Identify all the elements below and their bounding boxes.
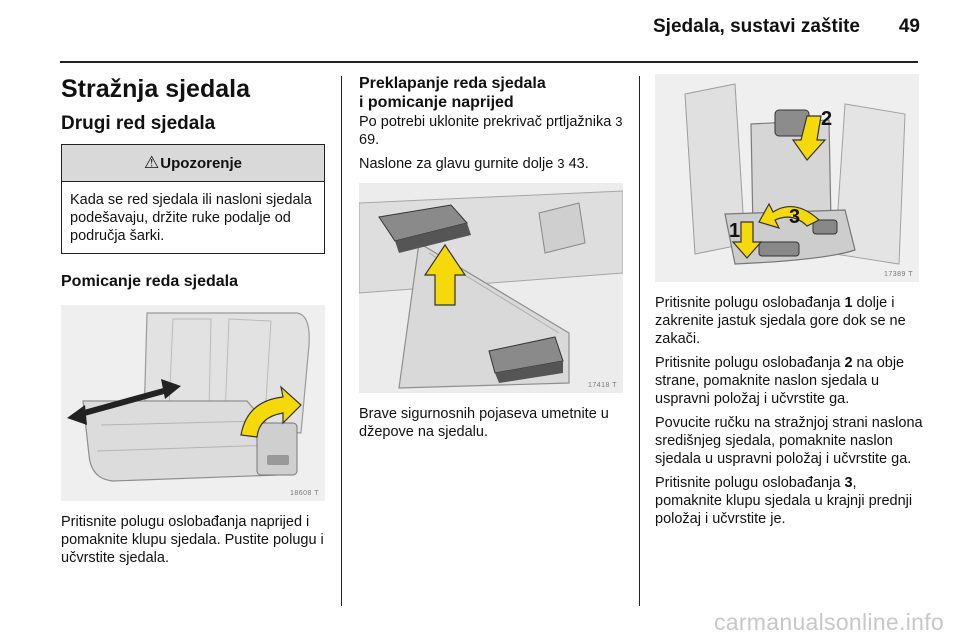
paragraph-lever-3: Pritisnite polugu oslobađanja 3, pomaknite klupu sjedala u krajnji prednji položaj i učvrstite je. (655, 475, 913, 527)
topic-heading-line1: Preklapanje reda sjedala (359, 75, 546, 92)
callout-2: 2 (821, 108, 833, 130)
warning-icon: ⚠ (144, 153, 160, 172)
page-ref-icon: 3 (615, 114, 623, 129)
warning-header (62, 145, 324, 182)
belt-buckle-illustration (359, 183, 623, 393)
header-rule (60, 61, 918, 63)
figure-code: 18608 T (289, 490, 319, 497)
paragraph-buckles: Brave sigurnosnih pojaseva umetnite u džepove na sjedalu. (359, 406, 609, 440)
paragraph-lever-1: Pritisnite polugu oslobađanja 1 dolje i zakrenite jastuk sjedala gore dok se ne zakači. (655, 295, 906, 347)
fold-seat-drawing (655, 74, 919, 282)
figure-code: 17389 T (883, 271, 913, 278)
fold-seat-illustration (655, 74, 919, 282)
topic-heading: Pomicanje reda sjedala (61, 273, 238, 290)
seat-slide-illustration (61, 305, 325, 501)
callout-1: 1 (729, 220, 741, 242)
topic-heading-line2: i pomicanje naprijed (359, 94, 514, 111)
column-divider-left (341, 76, 342, 606)
figure-code: 17418 T (587, 382, 617, 389)
column-divider-right (639, 76, 640, 606)
paragraph-lever-2: Pritisnite polugu oslobađanja 2 na obje strane, pomaknite naslon sjedala u uspravni položaj i učvrstite ga. (655, 355, 905, 407)
section-heading: Stražnja sjedala (61, 75, 250, 103)
callout-3: 3 (789, 206, 801, 228)
subsection-heading: Drugi red sjedala (61, 113, 216, 134)
seat-slide-drawing (61, 305, 325, 501)
column-2 (359, 74, 625, 441)
warning-title: Upozorenje (160, 154, 242, 172)
page-number: 49 (898, 16, 920, 37)
paragraph-handle: Povucite ručku na stražnjoj strani naslona središnjeg sjedala, pomaknite naslon sjedala u uspravni položaj i učvrstite ga. (655, 415, 923, 467)
watermark: carmanualsonline.info (713, 609, 944, 635)
running-header-title: Sjedala, sustavi zaštite (653, 16, 860, 37)
column-1 (61, 72, 325, 567)
belt-buckle-drawing (359, 183, 623, 393)
paragraph-slide: Pritisnite polugu oslobađanja naprijed i pomaknite klupu sjedala. Pustite polugu i učvrstite sjedala. (61, 514, 324, 566)
warning-text: Kada se red sjedala ili nasloni sjedala podešavaju, držite ruke podalje od područja šarki. (70, 192, 312, 244)
paragraph-headrests: Naslone za glavu gurnite dolje 3 43. (359, 156, 589, 172)
paragraph-cover: Po potrebi uklonite prekrivač prtljažnika 3 69. (359, 114, 623, 148)
page-ref-icon: 3 (557, 156, 565, 171)
column-3 (655, 74, 923, 528)
warning-box (61, 144, 325, 254)
